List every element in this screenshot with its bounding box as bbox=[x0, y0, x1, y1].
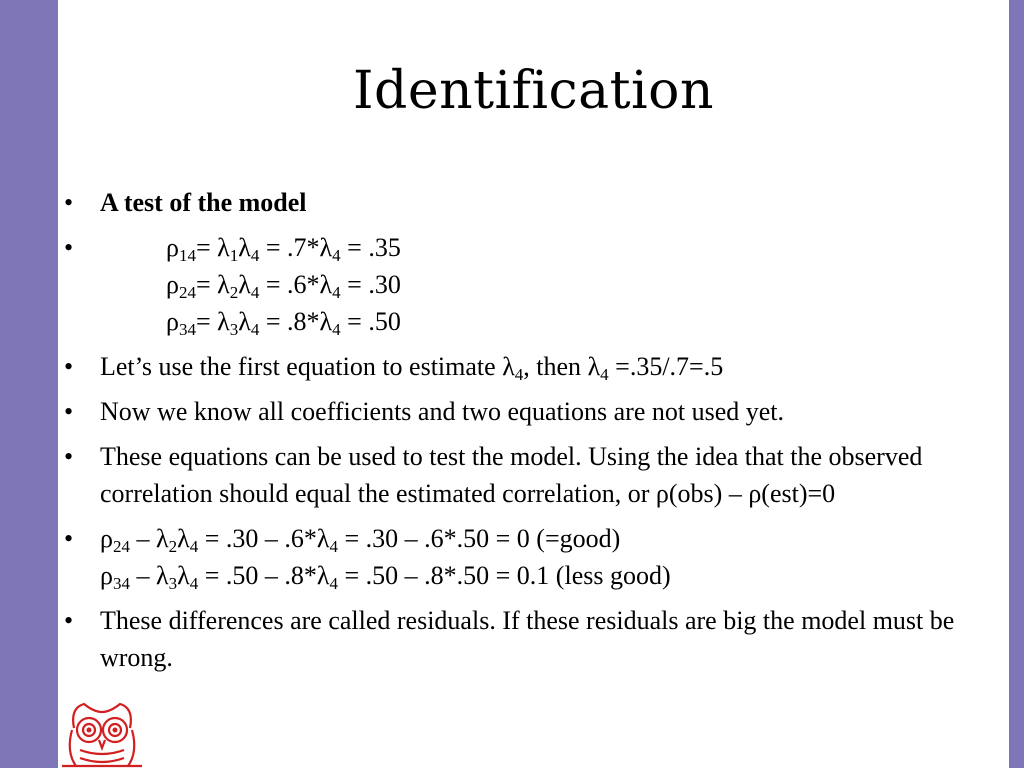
bullet-dot: • bbox=[64, 442, 74, 471]
bullet-text: These differences are called residuals. If these residuals are big the model must be wrong. bbox=[100, 606, 955, 672]
bullet-dot: • bbox=[64, 397, 74, 426]
bullet-dot: • bbox=[64, 352, 74, 381]
equation-line: $\rho_{24}= \lambda_2\lambda_4 = .6*\lambda_4 = .30$ bbox=[166, 270, 401, 302]
slide bbox=[58, 0, 1009, 768]
slide-title: Identification bbox=[353, 61, 714, 121]
bullet-dot: • bbox=[64, 188, 74, 217]
equation-line: $\rho_{34}= \lambda_3\lambda_4 = .8*\lambda_4 = .50$ bbox=[166, 307, 401, 339]
bullet-text: Now we know all coefficients and two equations are not used yet. bbox=[100, 397, 784, 426]
bullet-item-residuals bbox=[58, 520, 1009, 594]
equation-line: $\rho_{24} - \lambda_2\lambda_4 = .30 - .6*\lambda_4 = .30 - .6*.50 = 0$ (=good) bbox=[100, 524, 621, 556]
equation-line: $\rho_{14}= \lambda_1\lambda_4 = .7*\lambda_4 = .35$ bbox=[166, 233, 401, 265]
bullet-text: Let’s use the first equation to estimate $\lambda_4$, then $\lambda_4 =.35/.7=.5$ bbox=[100, 352, 724, 384]
bullet-item-equations bbox=[58, 229, 1009, 340]
bullet-dot: • bbox=[64, 233, 74, 262]
bullet-item bbox=[58, 602, 1009, 676]
bullet-dot: • bbox=[64, 524, 74, 553]
bullet-dot: • bbox=[64, 606, 74, 635]
equation-line: $\rho_{34} - \lambda_3\lambda_4 = .50 - .8*\lambda_4 = .50 - .8*.50 = 0.1$ (less good) bbox=[100, 561, 671, 593]
owl-logo-icon bbox=[60, 700, 144, 768]
bullet-item bbox=[58, 438, 1009, 512]
bullet-text: A test of the model bbox=[100, 188, 307, 217]
bullet-item bbox=[58, 393, 1009, 430]
bullet-list bbox=[58, 184, 1009, 684]
bullet-item bbox=[58, 184, 1009, 221]
bullet-text: These equations can be used to test the model. Using the idea that the observed correlation should equal the estimated correlation, or ρ(obs) – ρ(est)=0 bbox=[100, 442, 923, 508]
bullet-item bbox=[58, 348, 1009, 385]
